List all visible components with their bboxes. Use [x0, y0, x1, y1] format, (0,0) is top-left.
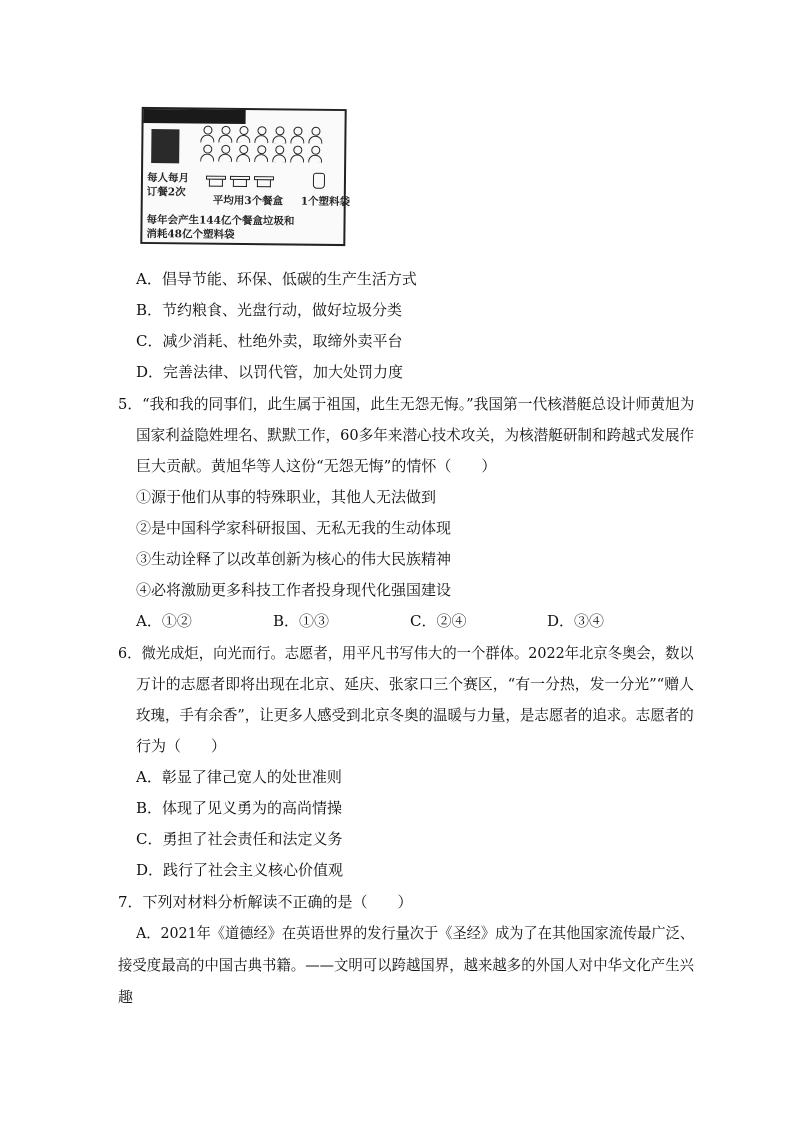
person-icon: [253, 126, 269, 144]
q5-option-b: B．①③: [273, 612, 330, 630]
person-icon: [199, 145, 215, 163]
person-icon: [217, 145, 233, 163]
q6-option-b: B．体现了见义勇为的高尚情操: [136, 799, 343, 817]
figure-bag-label: 1个塑料袋: [300, 195, 351, 209]
figure-dark-block: [151, 129, 179, 163]
figure-order-label: 每人每月 订餐2次: [146, 171, 190, 199]
q5-stem-line: 国家利益隐姓埋名、默默工作，60多年来潜心技术攻关，为核潜艇研制和跨越式发展作: [136, 426, 695, 444]
q7-option-a-line: 接受度最高的中国古典书籍。——文明可以跨越国界，越来越多的外国人对中华文化产生兴: [118, 956, 695, 974]
meal-box-icons: [206, 176, 274, 189]
people-icons: [199, 126, 339, 165]
q6-stem-line: 万计的志愿者即将出现在北京、延庆、张家口三个赛区，“有一分热，发一分光”“赠人: [136, 675, 695, 693]
meal-box-icon: [230, 176, 250, 188]
q6-option-d: D．践行了社会主义核心价值观: [136, 861, 344, 879]
q7-option-a-line: 趣: [118, 988, 134, 1006]
meal-box-icon: [206, 176, 226, 188]
person-icon: [235, 126, 251, 144]
q6-stem-line: 玫瑰，手有余香”，让更多人感受到北京冬奥的温暖与力量，是志愿者的追求。志愿者的: [136, 706, 694, 724]
person-icon: [289, 126, 305, 144]
meal-box-icon: [254, 176, 274, 188]
q6-stem-line: 6．微光成炬，向光而行。志愿者，用平凡书写伟大的一个群体。2022年北京冬奥会，数以: [118, 644, 694, 662]
q5-statement-4: ④必将激励更多科技工作者投身现代化强国建设: [136, 581, 452, 599]
person-icon: [199, 126, 215, 144]
q6-option-a: A．彰显了律己宽人的处世准则: [136, 768, 342, 786]
q7-stem: 7．下列对材料分析解读不正确的是（ ）: [118, 893, 413, 911]
person-icon: [271, 126, 287, 144]
q6-option-c: C．勇担了社会责任和法定义务: [136, 830, 343, 848]
q5-statement-2: ②是中国科学家科研报国、无私无我的生动体现: [136, 519, 452, 537]
figure-bottom-label: 每年会产生144亿个餐盒垃圾和 消耗48亿个塑料袋: [146, 213, 295, 241]
q5-options-row: [136, 611, 604, 631]
q4-option-c: C．减少消耗、杜绝外卖，取缔外卖平台: [136, 332, 403, 350]
q4-option-b: B．节约粮食、光盘行动，做好垃圾分类: [136, 301, 403, 319]
person-icon: [217, 126, 233, 144]
q5-statement-1: ①源于他们从事的特殊职业，其他人无法做到: [136, 488, 437, 506]
person-icon: [235, 145, 251, 163]
takeout-waste-figure: [140, 107, 351, 246]
person-icon: [307, 146, 323, 164]
person-icon: [289, 145, 305, 163]
q4-option-a: A．倡导节能、环保、低碳的生产生活方式: [136, 270, 417, 288]
q5-option-c: C．②④: [410, 612, 467, 630]
q4-option-d: D．完善法律、以罚代管，加大处罚力度: [136, 363, 404, 381]
q7-option-a-line: A．2021年《道德经》在英语世界的发行量次于《圣经》成为了在其他国家流传最广泛、: [136, 924, 695, 942]
person-icon: [307, 127, 323, 145]
q5-statement-3: ③生动诠释了以改革创新为核心的伟大民族精神: [136, 550, 452, 568]
plastic-bag-icon: [313, 173, 325, 189]
q5-option-a: A．①②: [136, 612, 192, 630]
person-icon: [253, 145, 269, 163]
figure-avg-label: 平均用3个餐盒: [212, 194, 284, 208]
q5-stem-line: 5．“我和我的同事们，此生属于祖国，此生无怨无悔。”我国第一代核潜艇总设计师黄旭为: [118, 395, 695, 413]
q5-option-d: D．③④: [547, 612, 605, 630]
figure-header-bar: [144, 109, 246, 124]
q6-stem-line: 行为（ ）: [136, 737, 227, 755]
person-icon: [271, 145, 287, 163]
q5-stem-line: 巨大贡献。黄旭华等人这份“无怨无悔”的情怀（ ）: [136, 457, 497, 475]
